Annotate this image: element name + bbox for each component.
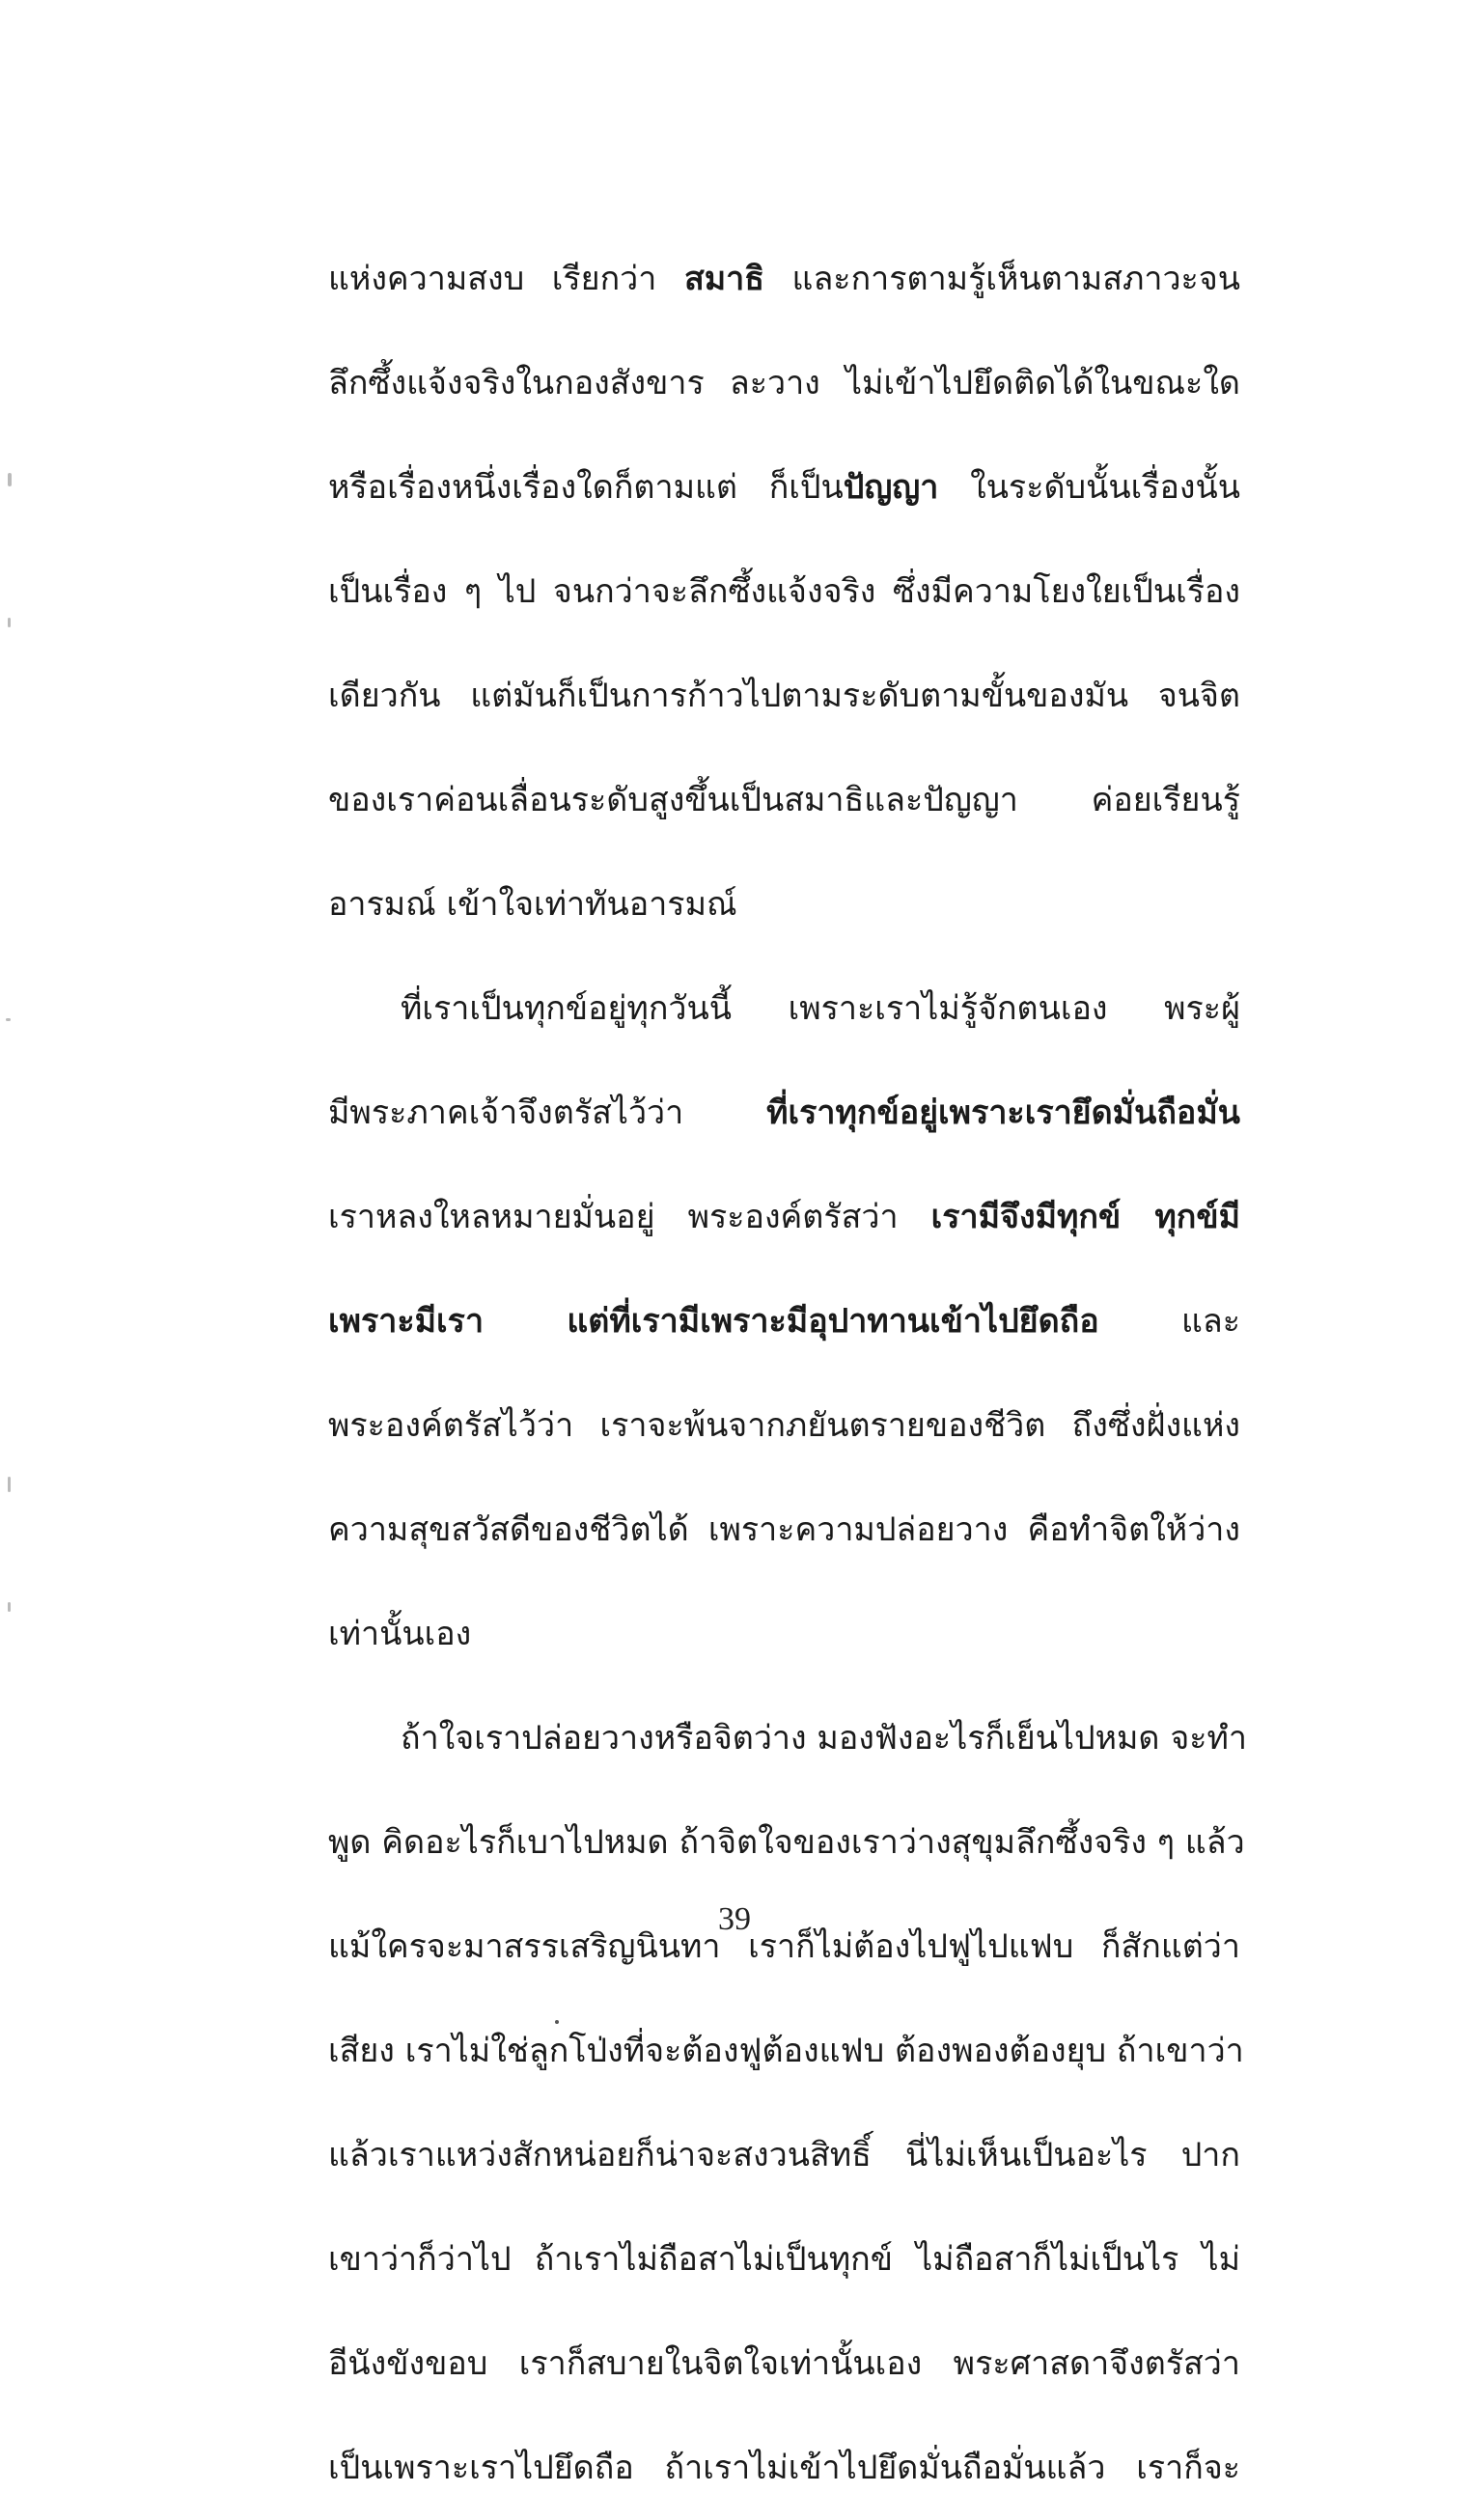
page-number: 39 bbox=[718, 1901, 751, 1937]
text-segment: เสียง เราไม่ใช่ลูกโป่งที่จะต้องฟูต้องแฟบ ต้องพองต้องยุบ ถ้าเขาว่า bbox=[328, 2032, 1244, 2070]
text-line bbox=[328, 852, 1240, 956]
text-segment: แห่งความสงบ เรียกว่า bbox=[328, 260, 684, 298]
text-segment: พูด คิดอะไรก็เบาไปหมด ถ้าจิตใจของเราว่างสุขุมลึกซึ้งจริง ๆ แล้ว bbox=[328, 1823, 1245, 1862]
text-segment: และ bbox=[1098, 1302, 1240, 1341]
text-line bbox=[328, 1790, 1245, 1895]
text-line bbox=[328, 1582, 1240, 1686]
text-line bbox=[328, 1165, 1240, 1269]
text-line bbox=[328, 331, 1240, 435]
scan-artifact-mark bbox=[8, 618, 11, 627]
bold-text-segment: สมาธิ bbox=[683, 260, 764, 298]
text-line bbox=[328, 956, 1240, 1061]
text-line bbox=[328, 2416, 1240, 2520]
bold-text-segment: เรามีจึงมีทุกข์ ทุกข์มี bbox=[930, 1198, 1240, 1236]
scan-artifact-mark bbox=[8, 473, 12, 486]
text-segment: พระองค์ตรัสไว้ว่า เราจะพ้นจากภยันตรายของชีวิต ถึงซึ่งฝั่งแห่ง bbox=[328, 1406, 1240, 1445]
bold-text-segment: ที่เราทุกข์อยู่เพราะเรายึดมั่นถือมั่น bbox=[766, 1094, 1240, 1132]
text-line bbox=[328, 2312, 1240, 2416]
text-segment: เท่านั้นเอง bbox=[328, 1615, 472, 1653]
text-segment: เดียวกัน แต่มันก็เป็นการก้าวไปตามระดับตามขั้นของมัน จนจิต bbox=[328, 677, 1240, 715]
scan-artifact-dot bbox=[555, 2020, 559, 2024]
text-segment: ลึกซึ้งแจ้งจริงในกองสังขาร ละวาง ไม่เข้าไปยึดติดได้ในขณะใด bbox=[328, 364, 1240, 402]
text-segment: แม้ใครจะมาสรรเสริญนินทา เราก็ไม่ต้องไปฟูไปแฟบ ก็สักแต่ว่า bbox=[328, 1927, 1240, 1966]
text-segment: ถ้าใจเราปล่อยวางหรือจิตว่าง มองฟังอะไรก็เย็นไปหมด จะทำ bbox=[401, 1719, 1248, 1758]
text-line bbox=[328, 1999, 1244, 2103]
text-line bbox=[328, 1269, 1240, 1373]
text-line bbox=[328, 1373, 1240, 1478]
text-segment: ในระดับนั้นเรื่องนั้น bbox=[938, 468, 1240, 507]
text-segment: อีนังขังขอบ เราก็สบายในจิตใจเท่านั้นเอง พระศาสดาจึงตรัสว่า bbox=[328, 2344, 1240, 2383]
text-segment: เป็นเพราะเราไปยึดถือ ถ้าเราไม่เข้าไปยึดมั่นถือมั่นแล้ว เราก็จะ bbox=[328, 2449, 1240, 2487]
scan-artifact-mark bbox=[8, 1602, 11, 1612]
text-line bbox=[328, 2207, 1240, 2312]
text-line bbox=[328, 1478, 1240, 1582]
text-line bbox=[328, 1686, 1248, 1790]
text-segment: แล้วเราแหว่งสักหน่อยก็น่าจะสงวนสิทธิ์ นี่ไม่เห็นเป็นอะไร ปาก bbox=[328, 2136, 1240, 2174]
text-segment: ความสุขสวัสดีของชีวิตได้ เพราะความปล่อยวาง คือทำจิตให้ว่าง bbox=[328, 1510, 1240, 1549]
scan-artifact-mark bbox=[6, 1018, 11, 1021]
text-line bbox=[328, 644, 1240, 748]
text-line bbox=[328, 2103, 1240, 2207]
text-line bbox=[328, 540, 1240, 644]
text-segment: ของเราค่อนเลื่อนระดับสูงขึ้นเป็นสมาธิและปัญญา ค่อยเรียนรู้ bbox=[328, 781, 1240, 819]
text-segment: เราหลงใหลหมายมั่นอยู่ พระองค์ตรัสว่า bbox=[328, 1198, 931, 1236]
text-segment: หรือเรื่องหนึ่งเรื่องใดก็ตามแต่ ก็เป็น bbox=[328, 468, 844, 507]
text-segment: อารมณ์ เข้าใจเท่าทันอารมณ์ bbox=[328, 885, 737, 924]
text-segment: ที่เราเป็นทุกข์อยู่ทุกวันนี้ เพราะเราไม่รู้จักตนเอง พระผู้ bbox=[401, 989, 1240, 1028]
text-segment: เขาว่าก็ว่าไป ถ้าเราไม่ถือสาไม่เป็นทุกข์ ไม่ถือสาก็ไม่เป็นไร ไม่ bbox=[328, 2240, 1240, 2279]
bold-text-segment: ปัญญา bbox=[843, 468, 939, 507]
text-segment: มีพระภาคเจ้าจึงตรัสไว้ว่า bbox=[328, 1094, 767, 1132]
text-line bbox=[328, 435, 1240, 540]
text-line bbox=[328, 748, 1240, 852]
body-text bbox=[328, 227, 1248, 2520]
bold-text-segment: เพราะมีเรา แต่ที่เรามีเพราะมีอุปาทานเข้าไปยึดถือ bbox=[328, 1302, 1099, 1341]
scan-artifact-mark bbox=[8, 1477, 11, 1492]
text-segment: และการตามรู้เห็นตามสภาวะจน bbox=[763, 260, 1240, 298]
text-line bbox=[328, 227, 1240, 331]
text-segment: เป็นเรื่อง ๆ ไป จนกว่าจะลึกซึ้งแจ้งจริง ซึ่งมีความโยงใยเป็นเรื่อง bbox=[328, 572, 1240, 611]
text-line bbox=[328, 1061, 1240, 1165]
